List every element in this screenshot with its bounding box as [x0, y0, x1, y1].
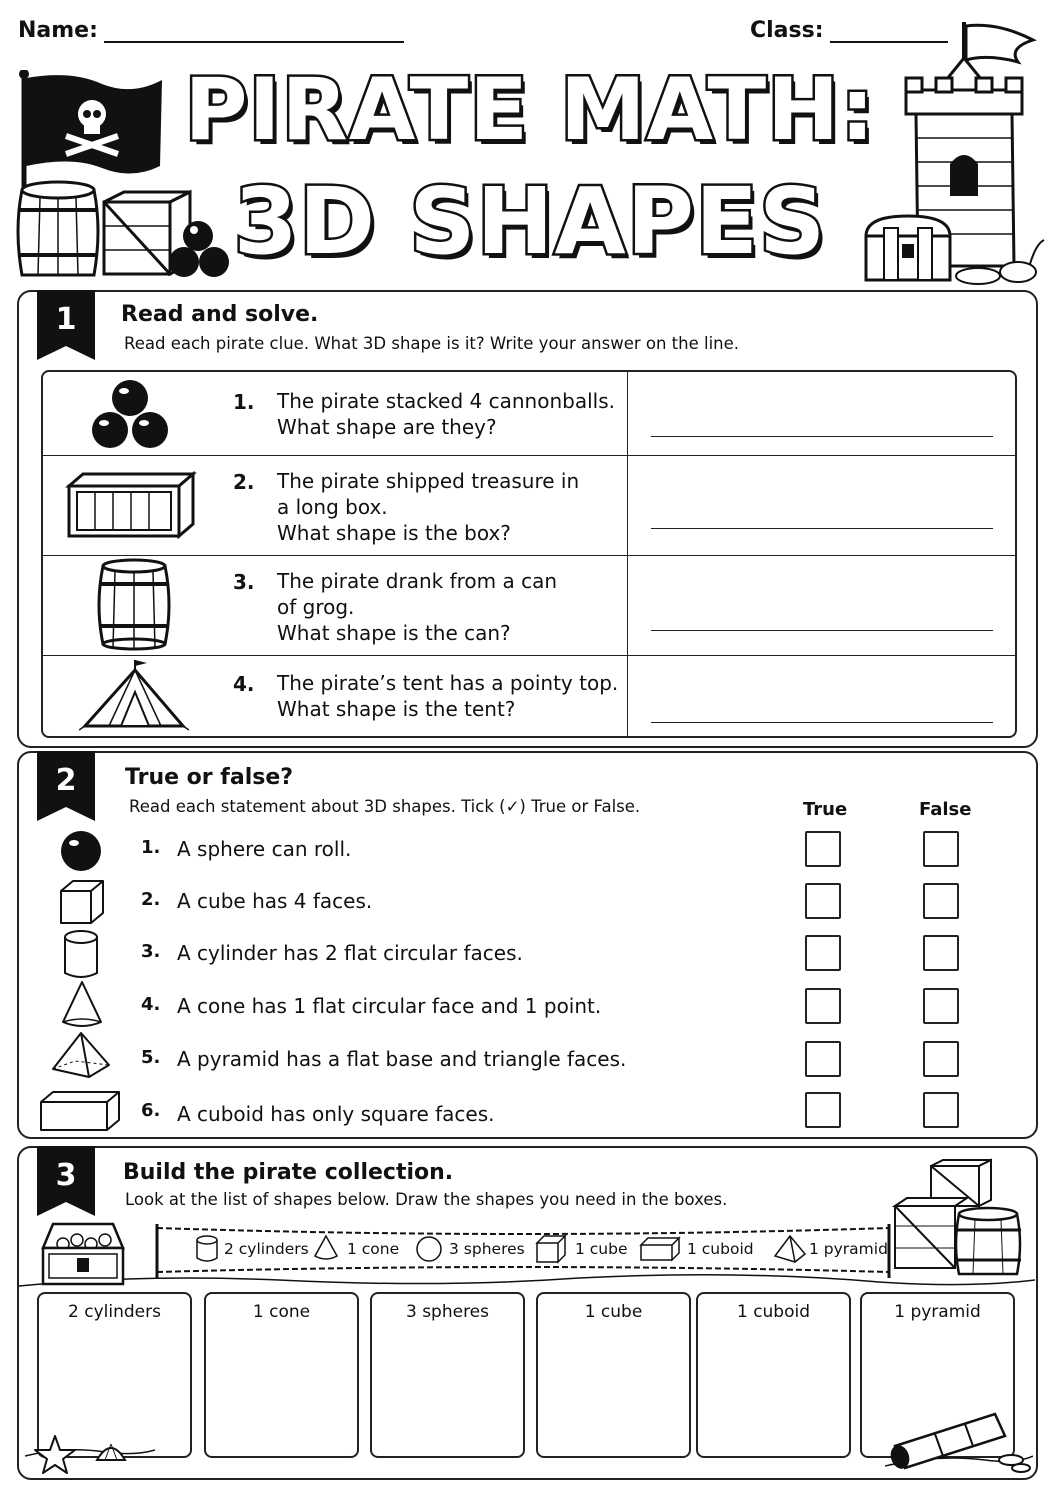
answer-line[interactable]: [651, 436, 993, 437]
drawing-box-label: 2 cylinders: [68, 1302, 161, 1322]
question-number: 4.: [233, 672, 255, 696]
statement-number: 1.: [141, 837, 161, 858]
statement-row: [19, 1090, 1036, 1140]
cannonball-icon: [183, 221, 213, 251]
question-text: [277, 468, 579, 546]
false-checkbox[interactable]: [923, 1041, 959, 1077]
false-checkbox[interactable]: [923, 935, 959, 971]
pyramid-icon: [51, 1031, 111, 1081]
statement-text: A cuboid has only square faces.: [177, 1102, 495, 1126]
true-column-header: True: [803, 799, 848, 820]
section-subtitle: Read each pirate clue. What 3D shape is it? Write your answer on the line.: [124, 334, 740, 353]
cone-icon: [61, 980, 103, 1030]
table-row: [43, 556, 1015, 656]
page-title-line2: 3D SHAPES: [233, 168, 827, 275]
statement-row: [19, 931, 1036, 981]
page-title-line1: PIRATE MATH:: [184, 60, 876, 160]
answer-line[interactable]: [651, 528, 993, 529]
pirate-flag-icon: [12, 70, 242, 285]
section-number: 2: [55, 763, 77, 798]
question-line: What shape is the tent?: [277, 697, 516, 721]
statement-number: 2.: [141, 889, 161, 910]
statement-text: A cube has 4 faces.: [177, 889, 373, 913]
drawing-box-spheres[interactable]: [370, 1292, 525, 1458]
answer-line[interactable]: [651, 722, 993, 723]
question-line: What shape is the can?: [277, 621, 511, 645]
drawing-box-label: 1 cuboid: [736, 1302, 811, 1322]
question-line: The pirate’s tent has a pointy top.: [277, 671, 619, 695]
section-true-or-false: [17, 751, 1038, 1139]
question-line: The pirate shipped treasure in: [277, 469, 580, 493]
statement-text: A cone has 1 flat circular face and 1 point.: [177, 994, 602, 1018]
table-row: [43, 656, 1015, 738]
question-table: [41, 370, 1017, 738]
true-checkbox[interactable]: [805, 935, 841, 971]
question-line: a long box.: [277, 495, 388, 519]
class-label: Class:: [750, 18, 824, 43]
question-text: [277, 670, 618, 722]
cylinder-icon: [63, 929, 99, 981]
section-number: 3: [55, 1158, 77, 1193]
treasure-chest-icon: [866, 216, 950, 280]
cuboid-icon: [39, 1090, 121, 1132]
statement-number: 6.: [141, 1100, 161, 1121]
statement-row: [19, 1037, 1036, 1087]
cube-icon: [57, 879, 107, 925]
list-item: 1 cube: [575, 1240, 628, 1258]
treasure-chest-icon: [33, 1218, 133, 1288]
barrel-icon: [95, 558, 173, 652]
table-row: [43, 456, 1015, 556]
statement-text: A cylinder has 2 flat circular faces.: [177, 941, 523, 965]
question-line: The pirate stacked 4 cannonballs.: [277, 389, 615, 413]
drawing-box-label: 1 pyramid: [894, 1302, 981, 1322]
table-row: [43, 372, 1015, 456]
question-line: of grog.: [277, 595, 355, 619]
list-item: 3 spheres: [449, 1240, 525, 1258]
tower-icon: [858, 18, 1048, 286]
cone-icon: [313, 1234, 339, 1262]
statement-number: 4.: [141, 994, 161, 1015]
section-number: 1: [55, 302, 77, 337]
drawing-box-cube[interactable]: [536, 1292, 691, 1458]
cannonballs-icon: [89, 378, 171, 452]
drawing-box-label: 1 cube: [584, 1302, 643, 1322]
false-checkbox[interactable]: [923, 883, 959, 919]
section-title: True or false?: [125, 765, 294, 790]
list-item: 1 cuboid: [687, 1240, 754, 1258]
drawing-box-cone[interactable]: [204, 1292, 359, 1458]
section-subtitle: Read each statement about 3D shapes. Tick (✓) True or False.: [129, 797, 641, 816]
false-checkbox[interactable]: [923, 831, 959, 867]
false-checkbox[interactable]: [923, 988, 959, 1024]
drawing-box-label: 1 cone: [252, 1302, 311, 1322]
crate-icon: [65, 470, 197, 540]
barrel-icon: [18, 182, 98, 275]
name-field[interactable]: [18, 18, 404, 43]
question-number: 3.: [233, 570, 255, 594]
statement-row: [19, 879, 1036, 929]
true-checkbox[interactable]: [805, 1092, 841, 1128]
question-number: 1.: [233, 390, 255, 414]
question-line: What shape is the box?: [277, 521, 511, 545]
true-checkbox[interactable]: [805, 988, 841, 1024]
true-checkbox[interactable]: [805, 1041, 841, 1077]
question-line: What shape are they?: [277, 415, 497, 439]
sphere-icon: [415, 1235, 443, 1263]
statement-row: [19, 984, 1036, 1034]
list-item: 1 pyramid: [809, 1240, 888, 1258]
spyglass-icon: [885, 1406, 1033, 1478]
true-checkbox[interactable]: [805, 883, 841, 919]
tent-icon: [79, 656, 189, 734]
cylinder-icon: [195, 1234, 219, 1264]
drawing-box-label: 3 spheres: [405, 1302, 490, 1322]
list-item: 2 cylinders: [224, 1240, 309, 1258]
question-line: The pirate drank from a can: [277, 569, 558, 593]
sphere-icon: [59, 829, 103, 873]
question-number: 2.: [233, 470, 255, 494]
cube-icon: [535, 1234, 567, 1264]
cuboid-icon: [639, 1236, 681, 1262]
name-label: Name:: [18, 18, 98, 43]
statement-row: [19, 827, 1036, 877]
name-blank[interactable]: [104, 41, 404, 43]
answer-line[interactable]: [651, 630, 993, 631]
statement-text: A pyramid has a flat base and triangle faces.: [177, 1047, 627, 1071]
drawing-box-cuboid[interactable]: [696, 1292, 851, 1458]
statement-text: A sphere can roll.: [177, 837, 352, 861]
question-text: [277, 568, 557, 646]
false-checkbox[interactable]: [923, 1092, 959, 1128]
true-checkbox[interactable]: [805, 831, 841, 867]
section-read-and-solve: [17, 290, 1038, 748]
list-item: 1 cone: [347, 1240, 400, 1258]
section-title: Build the pirate collection.: [123, 1160, 454, 1185]
question-text: [277, 388, 615, 440]
statement-number: 5.: [141, 1047, 161, 1068]
statement-number: 3.: [141, 941, 161, 962]
false-column-header: False: [919, 799, 972, 820]
pyramid-icon: [773, 1234, 807, 1264]
section-subtitle: Look at the list of shapes below. Draw the shapes you need in the boxes.: [125, 1190, 728, 1209]
section-title: Read and solve.: [121, 302, 319, 327]
starfish-icon: [25, 1416, 155, 1478]
crates-and-barrel-icon: [891, 1158, 1031, 1282]
section-build-collection: [17, 1146, 1038, 1480]
